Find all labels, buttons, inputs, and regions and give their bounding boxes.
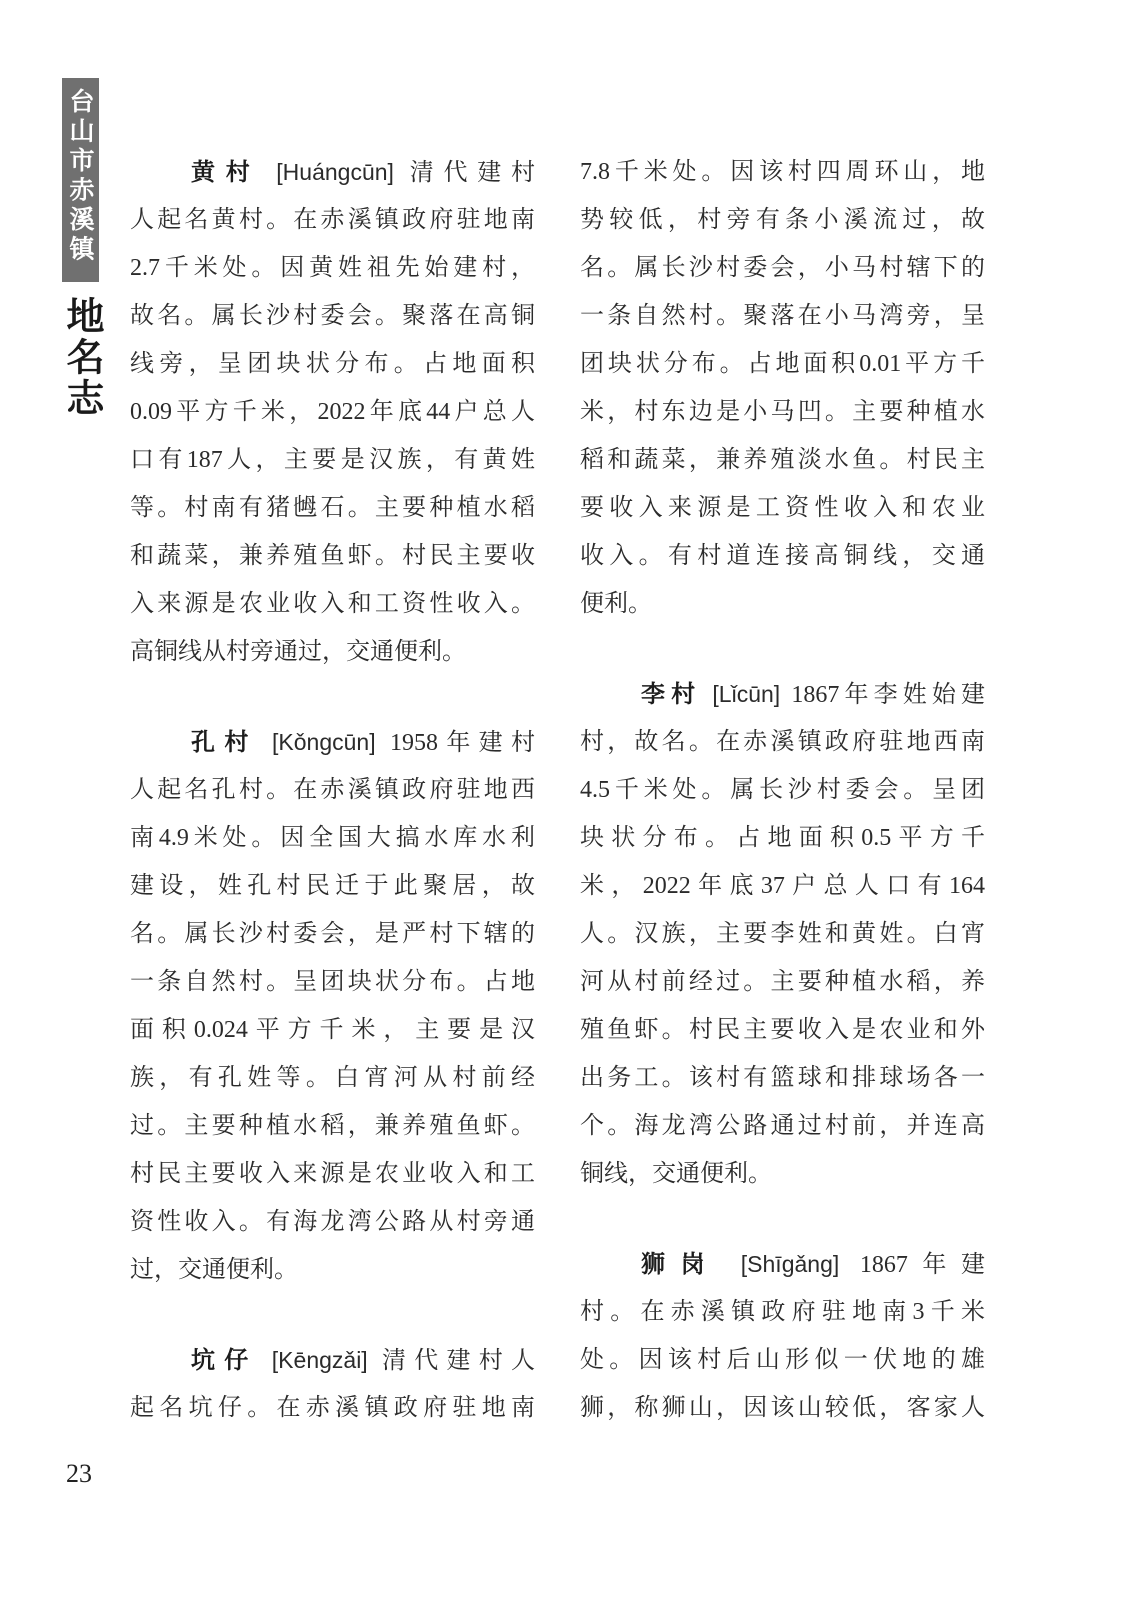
text-line: 0.09平方千米，2022年底44户总人: [130, 399, 535, 425]
text-line: 势较低，村旁有条小溪流过，故: [580, 207, 985, 233]
text-line: 铜线，交通便利。: [580, 1161, 772, 1187]
text-line: 个。海龙湾公路通过村前，并连高: [580, 1113, 985, 1139]
entry-heading-line: [130, 148, 535, 196]
text-line: 面积0.024平方千米，主要是汉: [130, 1017, 535, 1043]
place-name: 李村: [641, 682, 702, 708]
right-column: [580, 148, 985, 1432]
text-line: 处。因该村后山形似一伏地的雄: [580, 1347, 985, 1373]
entry-kongcun: [130, 718, 535, 1294]
entry-kengzai: [130, 1336, 535, 1432]
text-line: 便利。: [580, 591, 652, 617]
text-line: 要收入来源是工资性收入和农业: [580, 495, 985, 521]
entry-heading-line: [130, 718, 535, 766]
entry-lead-text: 1958年建村: [389, 730, 535, 756]
text-line: 故名。属长沙村委会。聚落在高铜: [130, 303, 535, 329]
text-line: 过，交通便利。: [130, 1257, 298, 1283]
text-line: 块状分布。占地面积0.5平方千: [580, 825, 985, 851]
text-line: 南4.9米处。因全国大搞水库水利: [130, 825, 535, 851]
place-name: 黄村: [191, 160, 261, 186]
text-line: 村民主要收入来源是农业收入和工: [130, 1161, 535, 1187]
text-line: 过。主要种植水稻，兼养殖鱼虾。: [130, 1113, 535, 1139]
section-tab: [62, 78, 99, 282]
entry-kengzai-continued: [580, 148, 985, 628]
text-line: 高铜线从村旁通过，交通便利。: [130, 639, 466, 665]
place-name-pinyin: [Kēngzǎi]: [271, 1347, 368, 1373]
text-line: 7.8千米处。因该村四周环山，地: [580, 159, 985, 185]
text-line: 一条自然村。呈团块状分布。占地: [130, 969, 535, 995]
section-tab-label: 台山市赤溪镇: [66, 88, 95, 265]
text-line: 2.7千米处。因黄姓祖先始建村，: [130, 255, 535, 281]
text-line: 殖鱼虾。村民主要收入是农业和外: [580, 1017, 985, 1043]
entry-heading-line: [580, 1240, 985, 1288]
text-line: 一条自然村。聚落在小马湾旁，呈: [580, 303, 985, 329]
place-name-pinyin: [Kǒngcūn]: [272, 729, 376, 755]
place-name-pinyin: [Shīgǎng]: [740, 1251, 840, 1277]
text-line: 人起名孔村。在赤溪镇政府驻地西: [130, 777, 535, 803]
entry-lead-text: 清代建村人: [381, 1348, 535, 1374]
entry-lead-text: 清代建村: [409, 160, 535, 186]
place-name: 孔村: [191, 730, 258, 756]
text-line: 口有187人，主要是汉族，有黄姓: [130, 447, 535, 473]
text-line: 建设，姓孔村民迁于此聚居，故: [130, 873, 535, 899]
entry-licun: [580, 670, 985, 1198]
place-name: 狮岗: [641, 1252, 721, 1278]
entry-lead-text: 1867年建: [859, 1252, 985, 1278]
place-name: 坑仔: [191, 1348, 258, 1374]
entry-lead-text: 1867年李姓始建: [791, 682, 985, 708]
text-line: 起名坑仔。在赤溪镇政府驻地南: [130, 1395, 535, 1421]
text-line: 收入。有村道连接高铜线，交通: [580, 543, 985, 569]
entry-heading-line: [130, 1336, 535, 1384]
text-line: 狮，称狮山，因该山较低，客家人: [580, 1395, 985, 1421]
text-line: 稻和蔬菜，兼养殖淡水鱼。村民主: [580, 447, 985, 473]
text-line: 出务工。该村有篮球和排球场各一: [580, 1065, 985, 1091]
place-name-pinyin: [Lǐcūn]: [712, 681, 781, 707]
text-line: 村。在赤溪镇政府驻地南3千米: [580, 1299, 985, 1325]
text-line: 名。属长沙村委会，是严村下辖的: [130, 921, 535, 947]
text-line: 资性收入。有海龙湾公路从村旁通: [130, 1209, 535, 1235]
entry-heading-line: [580, 670, 985, 718]
text-line: 等。村南有猪乸石。主要种植水稻: [130, 495, 535, 521]
text-line: 人。汉族，主要李姓和黄姓。白宵: [580, 921, 985, 947]
text-line: 米，村东边是小马凹。主要种植水: [580, 399, 985, 425]
page-number: 23: [66, 1459, 92, 1488]
text-line: 入来源是农业收入和工资性收入。: [130, 591, 535, 617]
text-line: 线旁，呈团块状分布。占地面积: [130, 351, 535, 377]
entry-huangcun: [130, 148, 535, 676]
text-line: 村，故名。在赤溪镇政府驻地西南: [580, 729, 985, 755]
text-line: 名。属长沙村委会，小马村辖下的: [580, 255, 985, 281]
text-line: 团块状分布。占地面积0.01平方千: [580, 351, 985, 377]
text-line: 人起名黄村。在赤溪镇政府驻地南: [130, 207, 535, 233]
text-line: 和蔬菜，兼养殖鱼虾。村民主要收: [130, 543, 535, 569]
text-line: 族，有孔姓等。白宵河从村前经: [130, 1065, 535, 1091]
left-column: [130, 148, 535, 1432]
text-line: 4.5千米处。属长沙村委会。呈团: [580, 777, 985, 803]
entry-shigang: [580, 1240, 985, 1432]
text-line: 米，2022年底37户总人口有164: [580, 873, 985, 899]
book-title: 地名志: [60, 296, 104, 419]
place-name-pinyin: [Huángcūn]: [276, 159, 394, 185]
text-line: 河从村前经过。主要种植水稻，养: [580, 969, 985, 995]
